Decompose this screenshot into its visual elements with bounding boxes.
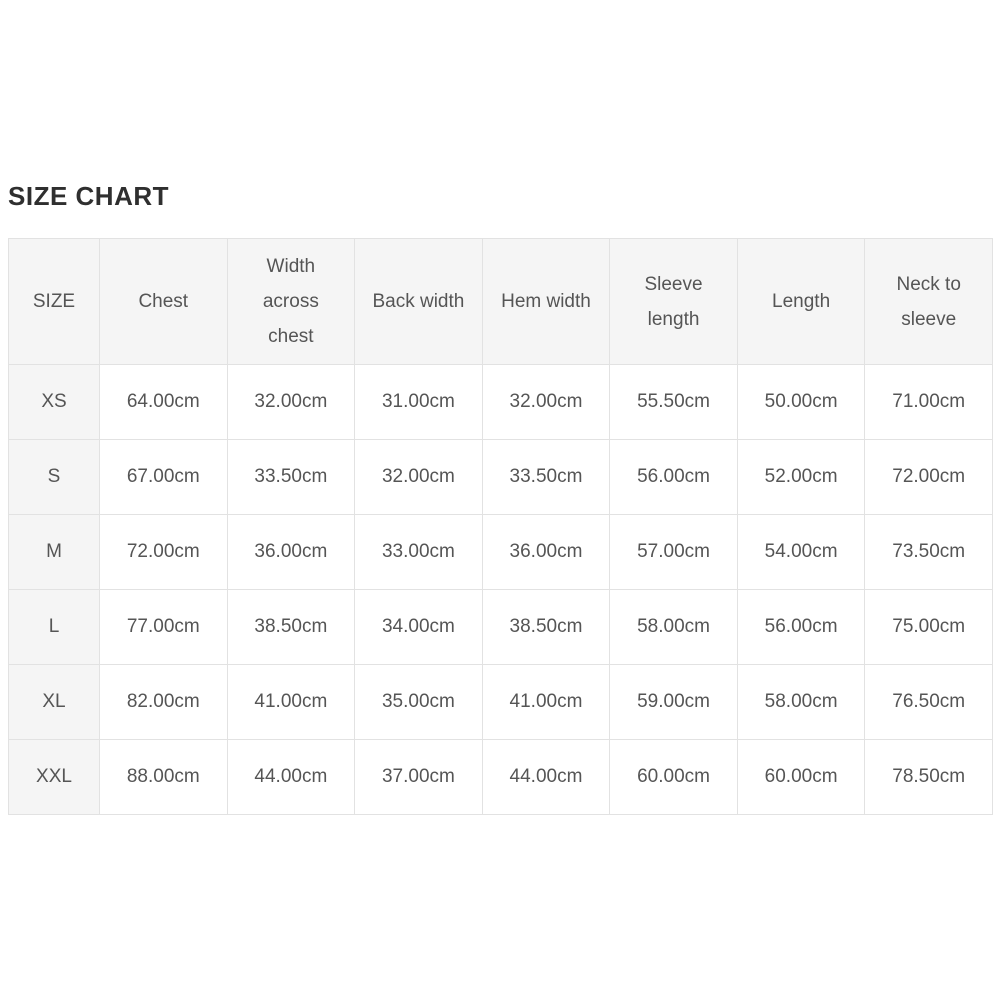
size-label-cell: XL xyxy=(9,665,100,740)
size-label-cell: S xyxy=(9,440,100,515)
measurement-cell: 56.00cm xyxy=(737,590,865,665)
measurement-cell: 41.00cm xyxy=(482,665,610,740)
size-label-cell: L xyxy=(9,590,100,665)
measurement-cell: 36.00cm xyxy=(227,515,355,590)
header-row xyxy=(9,239,993,365)
measurement-cell: 76.50cm xyxy=(865,665,993,740)
measurement-cell: 33.00cm xyxy=(355,515,483,590)
measurement-cell: 57.00cm xyxy=(610,515,738,590)
column-header: Length xyxy=(737,239,865,365)
measurement-cell: 52.00cm xyxy=(737,440,865,515)
measurement-cell: 31.00cm xyxy=(355,365,483,440)
measurement-cell: 37.00cm xyxy=(355,740,483,815)
table-row xyxy=(9,515,993,590)
measurement-cell: 73.50cm xyxy=(865,515,993,590)
measurement-cell: 35.00cm xyxy=(355,665,483,740)
measurement-cell: 58.00cm xyxy=(610,590,738,665)
measurement-cell: 32.00cm xyxy=(355,440,483,515)
table-row xyxy=(9,590,993,665)
table-row xyxy=(9,440,993,515)
measurement-cell: 41.00cm xyxy=(227,665,355,740)
measurement-cell: 55.50cm xyxy=(610,365,738,440)
measurement-cell: 38.50cm xyxy=(482,590,610,665)
measurement-cell: 78.50cm xyxy=(865,740,993,815)
measurement-cell: 44.00cm xyxy=(227,740,355,815)
measurement-cell: 58.00cm xyxy=(737,665,865,740)
measurement-cell: 60.00cm xyxy=(610,740,738,815)
measurement-cell: 72.00cm xyxy=(865,440,993,515)
column-header: Chest xyxy=(100,239,228,365)
measurement-cell: 60.00cm xyxy=(737,740,865,815)
measurement-cell: 38.50cm xyxy=(227,590,355,665)
table-row xyxy=(9,740,993,815)
measurement-cell: 67.00cm xyxy=(100,440,228,515)
measurement-cell: 88.00cm xyxy=(100,740,228,815)
measurement-cell: 56.00cm xyxy=(610,440,738,515)
measurement-cell: 75.00cm xyxy=(865,590,993,665)
measurement-cell: 32.00cm xyxy=(482,365,610,440)
column-header: Neck to sleeve xyxy=(865,239,993,365)
measurement-cell: 71.00cm xyxy=(865,365,993,440)
measurement-cell: 33.50cm xyxy=(227,440,355,515)
column-header: Back width xyxy=(355,239,483,365)
measurement-cell: 64.00cm xyxy=(100,365,228,440)
size-chart-table xyxy=(8,238,993,815)
column-header: Sleeve length xyxy=(610,239,738,365)
measurement-cell: 34.00cm xyxy=(355,590,483,665)
measurement-cell: 44.00cm xyxy=(482,740,610,815)
measurement-cell: 72.00cm xyxy=(100,515,228,590)
size-label-cell: M xyxy=(9,515,100,590)
column-header: Hem width xyxy=(482,239,610,365)
measurement-cell: 50.00cm xyxy=(737,365,865,440)
size-column-header: SIZE xyxy=(9,239,100,365)
measurement-cell: 36.00cm xyxy=(482,515,610,590)
size-label-cell: XXL xyxy=(9,740,100,815)
measurement-cell: 82.00cm xyxy=(100,665,228,740)
measurement-cell: 33.50cm xyxy=(482,440,610,515)
table-row xyxy=(9,665,993,740)
measurement-cell: 77.00cm xyxy=(100,590,228,665)
measurement-cell: 59.00cm xyxy=(610,665,738,740)
size-label-cell: XS xyxy=(9,365,100,440)
page-title: SIZE CHART xyxy=(8,181,169,211)
measurement-cell: 54.00cm xyxy=(737,515,865,590)
table-body xyxy=(9,365,993,815)
measurement-cell: 32.00cm xyxy=(227,365,355,440)
column-header: Width across chest xyxy=(227,239,355,365)
table-row xyxy=(9,365,993,440)
